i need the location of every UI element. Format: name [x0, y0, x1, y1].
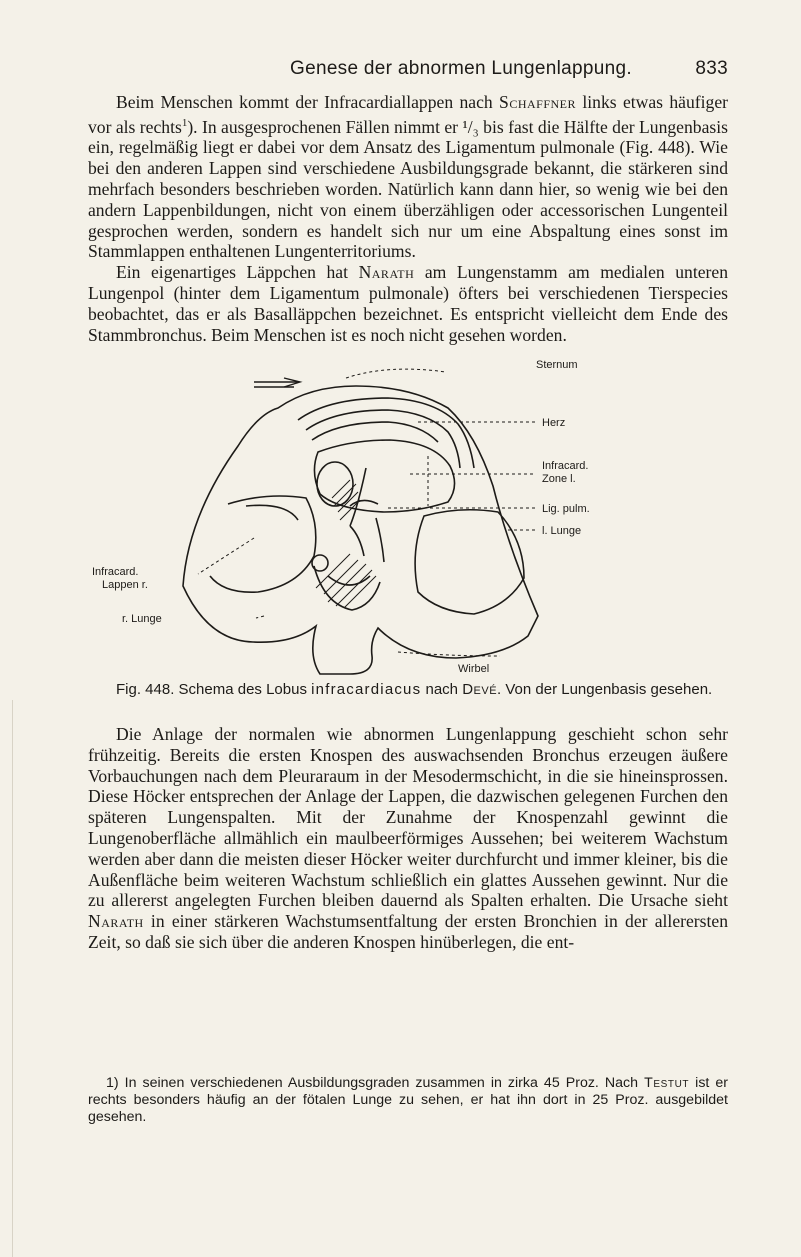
- label-lig-pulm: Lig. pulm.: [542, 503, 590, 515]
- footnote: 1) In seinen verschiedenen Ausbildungsgraden zusammen in zirka 45 Proz. Nach Testut ist er rechts besonders häufig an der fötalen Lunge zu sehen, er hat ihn dort in 25 Proz. ausgebildet gesehen.: [88, 1075, 729, 1126]
- right-lobe-contour: [415, 510, 524, 614]
- label-l-lunge: l. Lunge: [542, 525, 582, 537]
- label-herz: Herz: [542, 417, 566, 429]
- paragraph-2: Ein eigenartiges Läppchen hat Narath am Lungenstamm am medialen unteren Lungenpol (hinter dem Ligamentum pulmonale) öfters bei verschiedenen Tierspecies beobachtet, das er als Basalläppchen bezeichnet. Es entspricht vielleicht dem Ende des Stammbronchus. Beim Menschen ist es noch nicht gesehen worden.: [88, 262, 728, 345]
- body-text-bottom: [88, 724, 728, 953]
- label-infracard-zone-line2: Zone l.: [542, 473, 576, 485]
- page-edge-line: [12, 700, 13, 1257]
- body-text-top: [88, 92, 728, 345]
- running-title: Genese der abnormen Lungenlappung.: [290, 58, 632, 79]
- label-infracard-lappen-line2: Lappen r.: [102, 579, 148, 591]
- paragraph-1: Beim Menschen kommt der Infracardiallappen nach Schaffner links etwas häufiger vor als rechts$^1$). In ausgesprochenen Fällen nimmt er ¹/₃ bis fast die Hälfte der Lungenbasis ein, regelmäßig liegt er dabei vor dem Ansatz des Ligamentum pulmonale (Fig. 448). Wie bei den anderen Lappen sind verschiedene Ausbildungsgrade bekannt, die stärkeren sind mehrfach besonders beschrieben worden. Natürlich kann dann hier, so wenig wie bei den andern Lappenbildungen, nicht von einem überzähligen oder accessorischen Lungenteil gesprochen werden, sondern es handelt sich nur um eine Abspaltung eines sonst im Stammlappen enthaltenen Lungenterritoriums.: [88, 92, 728, 262]
- figure-448: [88, 356, 728, 676]
- label-wirbel: Wirbel: [458, 663, 490, 675]
- heart-shape: [314, 440, 454, 512]
- fraction: ¹/₃: [462, 116, 479, 137]
- label-sternum: Sternum: [536, 359, 578, 371]
- lung-outline: [183, 386, 538, 674]
- oval-shape: [317, 462, 353, 506]
- page-number: 833: [695, 58, 728, 79]
- label-infracard-zone-line1: Infracard.: [542, 460, 589, 472]
- author-name: Testut: [644, 1075, 690, 1091]
- author-name: Schaffner: [499, 92, 577, 112]
- page-header: [88, 58, 728, 82]
- footnote-reference: 1: [181, 116, 188, 129]
- label-r-lunge: r. Lunge: [122, 613, 162, 625]
- label-infracard-lappen-line1: Infracard.: [92, 566, 139, 578]
- author-name: Narath: [88, 911, 144, 932]
- figure-caption: Fig. 448. Schema des Lobus infracardiacus nach Devé. Von der Lungenbasis gesehen.: [116, 681, 713, 698]
- author-name: Devé: [462, 681, 498, 698]
- hatching: [316, 480, 376, 608]
- author-name: Narath: [358, 262, 415, 283]
- paragraph-3: Die Anlage der normalen wie abnormen Lungenlappung geschieht schon sehr frühzeitig. Bereits die ersten Knospen des auswachsenden Bronchus erzeugen äußere Vorbauchungen nach dem Pleuraraum in der Mesodermschicht, in die sie hineinsprossen. Diese Höcker entsprechen der Anlage der Lappen, die dazwischen gelegenen Furchen den späteren Lungenspalten. Mit der Zunahme der Knospenzahl gewinnt die Lungenoberfläche allmählich ein maulbeerförmiges Aussehen; bei weiterem Wachstum werden aber dann die meisten dieser Höcker weiter durchfurcht und immer kleiner, bis die Außenfläche beim weiteren Wachstum schließlich ein glattes Aussehen gewinnt. Nur die zu allererst angelegten Furchen bleiben dauernd als Spalten erhalten. Die Ursache sieht Narath in einer stärkeren Wachstumsentfaltung der ersten Bronchien in der allerersten Zeit, so daß sie sich über die anderen Knospen hinüberlegen, die ent-: [88, 724, 728, 952]
- lobus-infracardiacus-diagram: [88, 356, 728, 676]
- left-lobe-contour: [210, 496, 316, 592]
